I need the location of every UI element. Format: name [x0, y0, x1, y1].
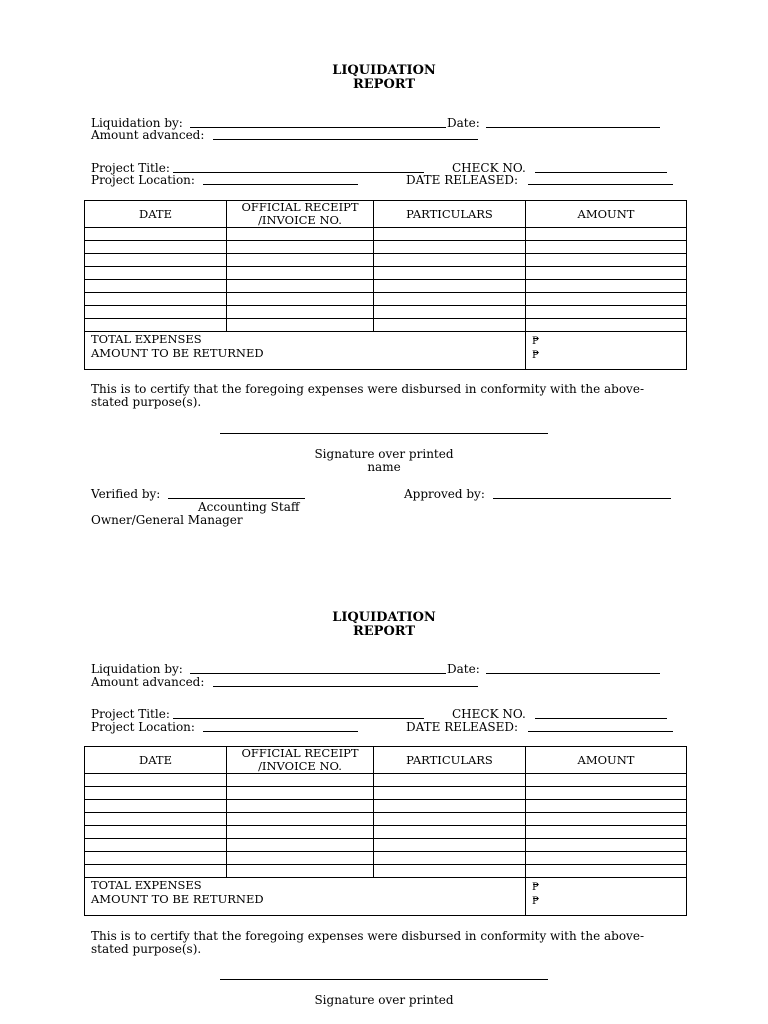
check-no-field[interactable] [535, 172, 667, 173]
owner-gm-caption: Owner/General Manager [91, 513, 243, 527]
accounting-staff-caption: Accounting Staff [198, 500, 300, 514]
date-released-label: DATE RELEASED: [406, 173, 519, 187]
project-location-label: Project Location: [91, 720, 195, 734]
table-row[interactable] [85, 267, 687, 280]
table-row[interactable] [85, 852, 687, 865]
verified-by-label: Verified by: [91, 487, 161, 501]
certify-text-line1: This is to certify that the foregoing expenses were disbursed in conformity with the above- [91, 929, 644, 943]
table-header-row [85, 747, 687, 774]
liquidation-by-field[interactable] [190, 127, 446, 128]
table-row[interactable] [85, 839, 687, 852]
liquidation-by-label: Liquidation by: [91, 662, 183, 676]
table-row[interactable] [85, 228, 687, 241]
table-row[interactable] [85, 241, 687, 254]
table-row[interactable] [85, 800, 687, 813]
check-no-label: CHECK NO. [452, 161, 526, 175]
date-field[interactable] [486, 673, 660, 674]
totals-row [85, 878, 687, 916]
header-or-line2: /INVOICE NO. [258, 213, 342, 227]
signature-field[interactable] [220, 979, 548, 980]
amount-advanced-label: Amount advanced: [91, 128, 205, 142]
date-released-field[interactable] [528, 184, 673, 185]
header-amount: AMOUNT [526, 747, 687, 774]
header-date: DATE [85, 747, 227, 774]
expenses-table [84, 200, 687, 370]
amount-returned-label: AMOUNT TO BE RETURNED [91, 346, 264, 360]
table-row[interactable] [85, 306, 687, 319]
approved-by-field[interactable] [493, 498, 671, 499]
totals-amount-cell[interactable] [526, 878, 687, 916]
peso-sign-total: ₱ [532, 336, 540, 347]
date-label: Date: [447, 662, 480, 676]
amount-advanced-label: Amount advanced: [91, 675, 205, 689]
table-row[interactable] [85, 774, 687, 787]
peso-sign-returned: ₱ [532, 350, 540, 361]
table-row[interactable] [85, 280, 687, 293]
header-amount: AMOUNT [526, 201, 687, 228]
amount-advanced-field[interactable] [213, 686, 478, 687]
date-field[interactable] [486, 127, 660, 128]
signature-caption-line2: name [367, 460, 401, 474]
totals-row [85, 332, 687, 370]
liquidation-by-field[interactable] [190, 673, 446, 674]
project-title-label: Project Title: [91, 161, 170, 175]
verified-by-field[interactable] [168, 498, 305, 499]
header-official-receipt [227, 747, 374, 774]
check-no-label: CHECK NO. [452, 707, 526, 721]
date-released-field[interactable] [528, 731, 673, 732]
report-title-line2: REPORT [352, 77, 416, 92]
date-label: Date: [447, 116, 480, 130]
expenses-table [84, 746, 687, 916]
header-date: DATE [85, 201, 227, 228]
peso-sign-returned: ₱ [532, 896, 540, 907]
signature-caption-line1: Signature over printed [314, 993, 454, 1007]
amount-advanced-field[interactable] [213, 139, 478, 140]
table-row[interactable] [85, 787, 687, 800]
header-official-receipt [227, 201, 374, 228]
project-location-label: Project Location: [91, 173, 195, 187]
date-released-label: DATE RELEASED: [406, 720, 519, 734]
report-title-line1: LIQUIDATION [332, 63, 436, 78]
table-row[interactable] [85, 826, 687, 839]
amount-returned-label: AMOUNT TO BE RETURNED [91, 892, 264, 906]
project-title-label: Project Title: [91, 707, 170, 721]
project-title-field[interactable] [173, 718, 424, 719]
table-row[interactable] [85, 319, 687, 332]
header-or-line2: /INVOICE NO. [258, 759, 342, 773]
project-location-field[interactable] [203, 731, 358, 732]
peso-sign-total: ₱ [532, 882, 540, 893]
signature-caption-line1: Signature over printed [314, 447, 454, 461]
table-header-row [85, 201, 687, 228]
liquidation-by-label: Liquidation by: [91, 116, 183, 130]
total-expenses-label: TOTAL EXPENSES [91, 332, 202, 346]
table-row[interactable] [85, 813, 687, 826]
table-row[interactable] [85, 293, 687, 306]
project-title-field[interactable] [173, 172, 424, 173]
totals-labels [85, 332, 526, 370]
header-particulars: PARTICULARS [374, 201, 526, 228]
certify-text-line2: stated purpose(s). [91, 942, 202, 956]
totals-amount-cell[interactable] [526, 332, 687, 370]
certify-text-line1: This is to certify that the foregoing expenses were disbursed in conformity with the above- [91, 382, 644, 396]
table-row[interactable] [85, 254, 687, 267]
table-row[interactable] [85, 865, 687, 878]
total-expenses-label: TOTAL EXPENSES [91, 878, 202, 892]
check-no-field[interactable] [535, 718, 667, 719]
report-title-line1: LIQUIDATION [332, 610, 436, 625]
approved-by-label: Approved by: [404, 487, 485, 501]
signature-field[interactable] [220, 433, 548, 434]
totals-labels [85, 878, 526, 916]
certify-text-line2: stated purpose(s). [91, 395, 202, 409]
project-location-field[interactable] [203, 184, 358, 185]
header-or-line1: OFFICIAL RECEIPT [241, 746, 359, 760]
report-title-line2: REPORT [352, 624, 416, 639]
header-or-line1: OFFICIAL RECEIPT [241, 200, 359, 214]
header-particulars: PARTICULARS [374, 747, 526, 774]
